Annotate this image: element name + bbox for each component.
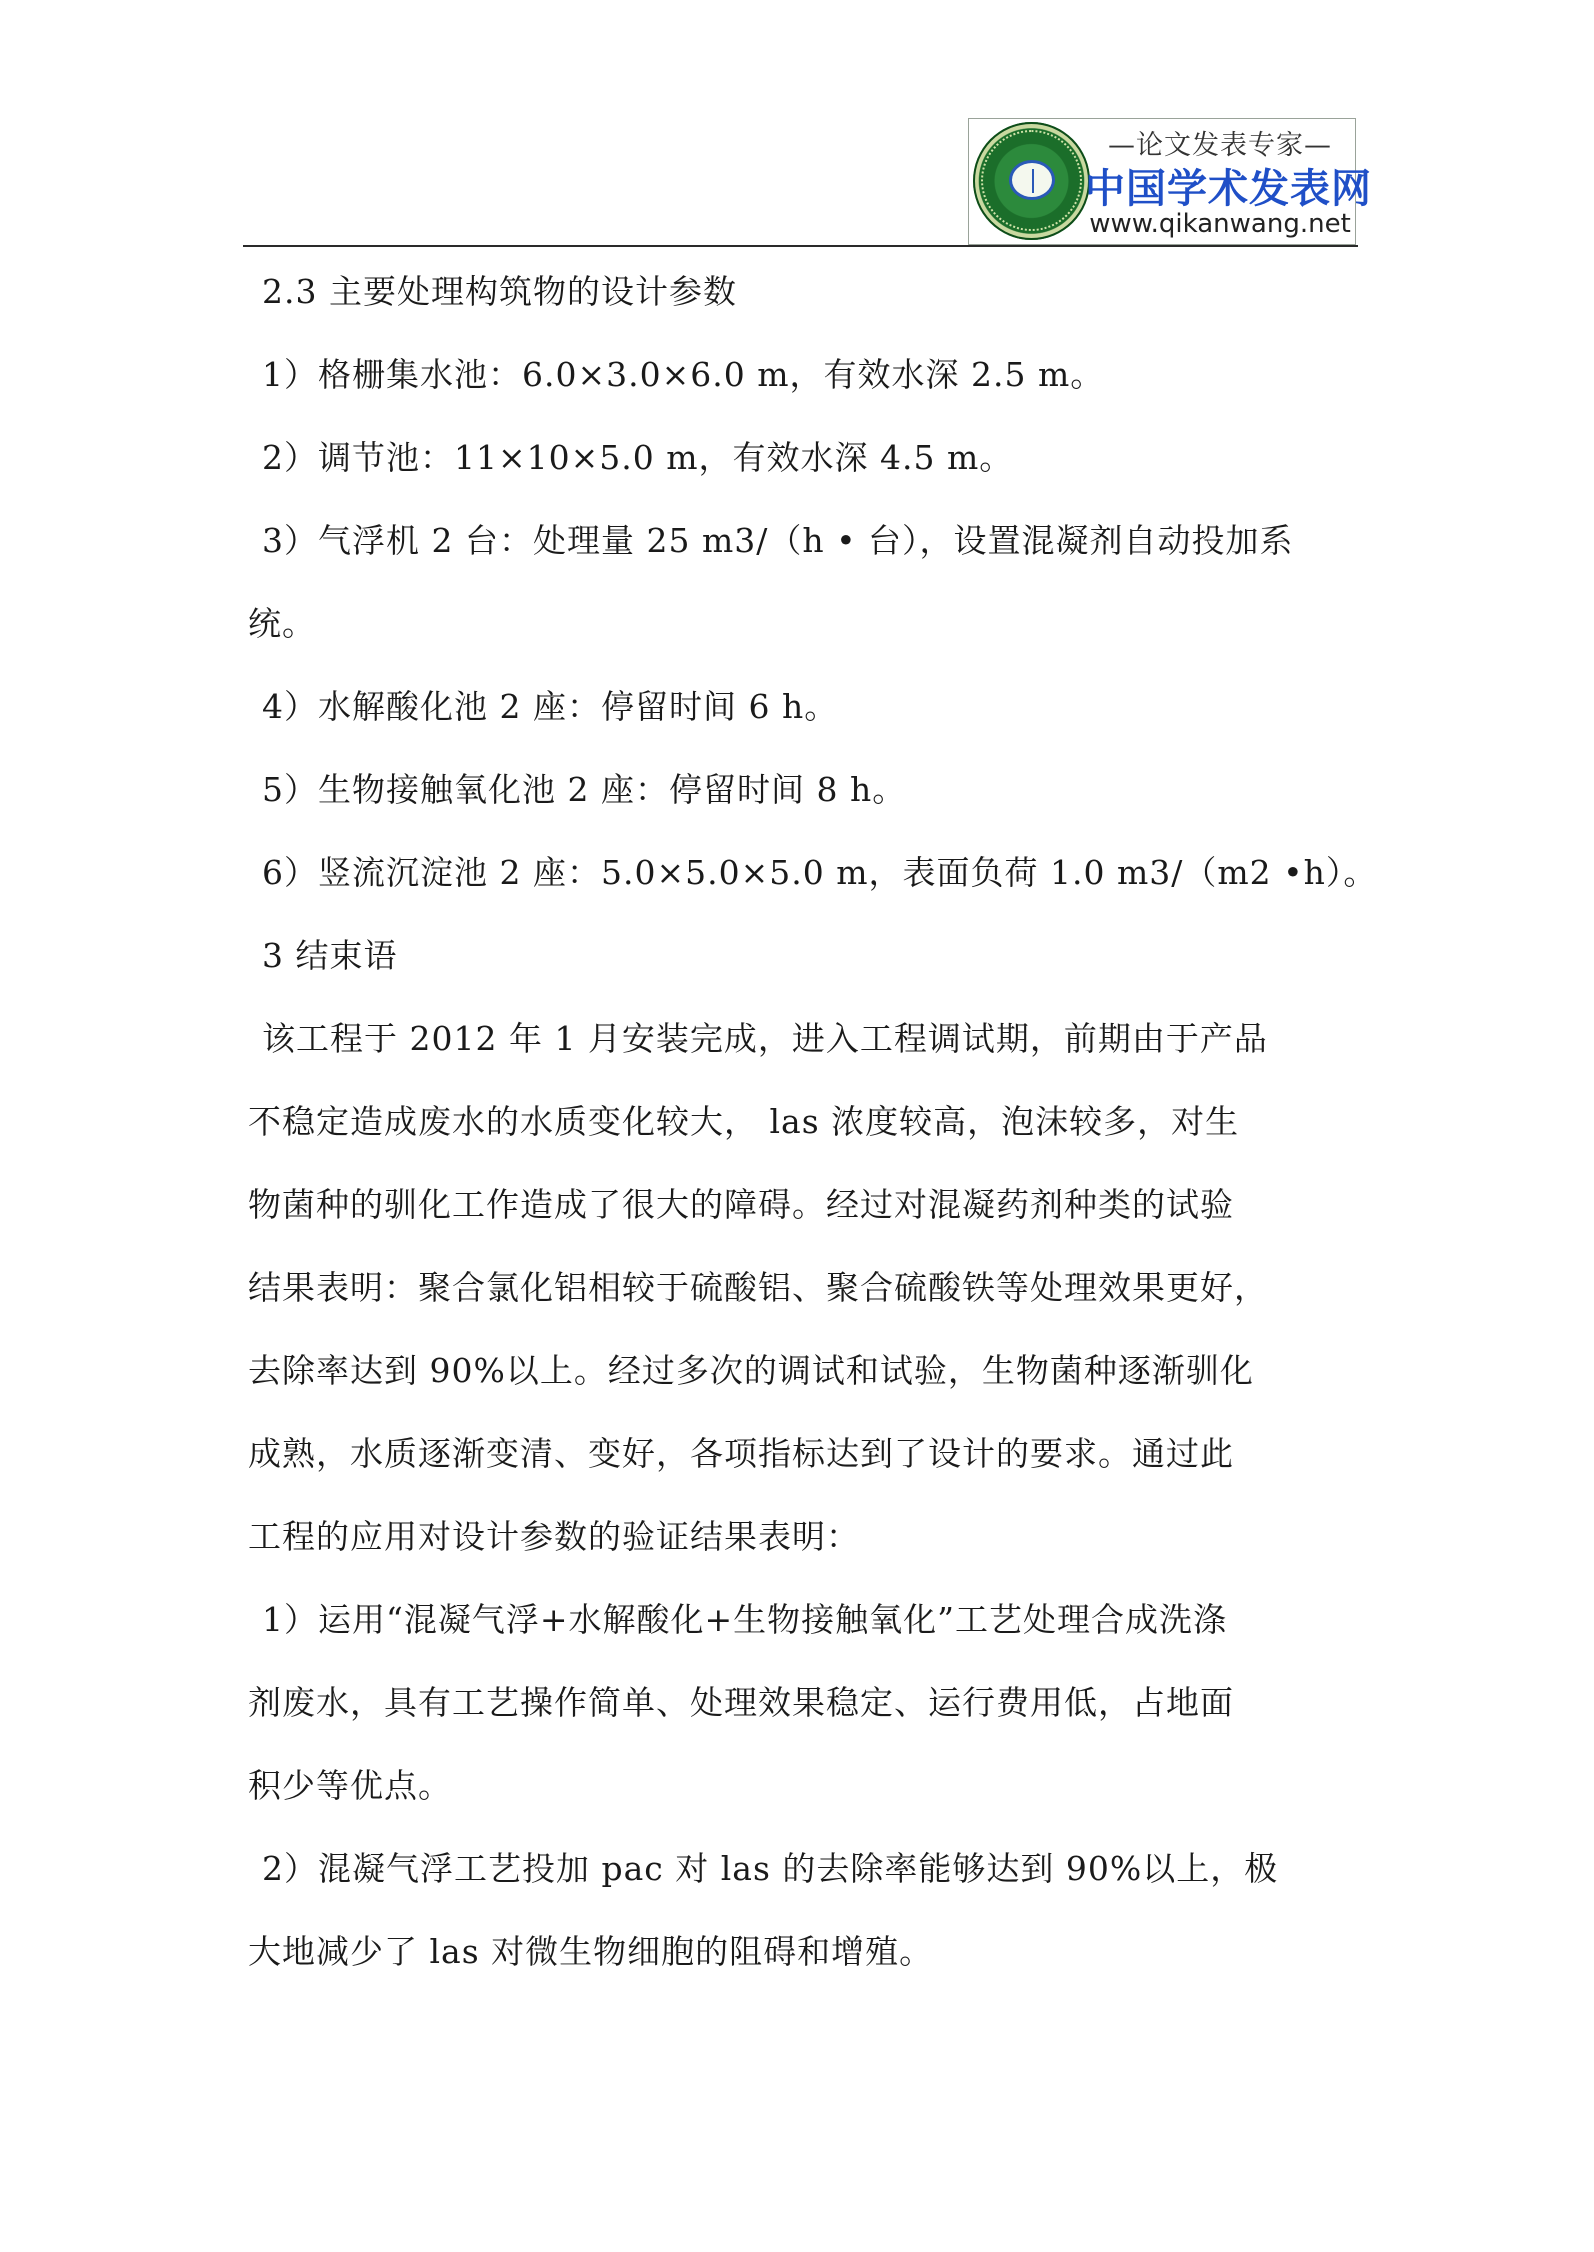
section-heading: 3 结束语: [262, 936, 398, 975]
text-line: 工程的应用对设计参数的验证结果表明：: [248, 1517, 860, 1556]
journal-logo: [968, 118, 1372, 245]
text-line: 6）竖流沉淀池 2 座：5.0×5.0×5.0 m，表面负荷 1.0 m3/（m2 •h）。: [262, 853, 1378, 892]
text-line: 5）生物接触氧化池 2 座：停留时间 8 h。: [262, 770, 907, 809]
text-line: 剂废水，具有工艺操作简单、处理效果稳定、运行费用低，占地面: [248, 1683, 1234, 1722]
text-line: 成熟，水质逐渐变清、变好，各项指标达到了设计的要求。通过此: [248, 1434, 1234, 1473]
seal-emblem-icon: [973, 122, 1090, 240]
text-line: 积少等优点。: [248, 1766, 452, 1805]
text-line: 3）气浮机 2 台：处理量 25 m3/（h • 台），设置混凝剂自动投加系: [262, 521, 1294, 560]
text-line: 结果表明：聚合氯化铝相较于硫酸铝、聚合硫酸铁等处理效果更好，: [248, 1268, 1268, 1307]
text-line: 物菌种的驯化工作造成了很大的障碍。经过对混凝药剂种类的试验: [248, 1185, 1234, 1224]
book-icon: [1009, 160, 1055, 200]
text-line: 该工程于 2012 年 1 月安装完成，进入工程调试期，前期由于产品: [262, 1019, 1268, 1058]
logo-title: 中国学术发表网: [1085, 166, 1372, 212]
text-line: 2）混凝气浮工艺投加 pac 对 las 的去除率能够达到 90%以上，极: [262, 1849, 1279, 1888]
text-line: 去除率达到 90%以上。经过多次的调试和试验，生物菌种逐渐驯化: [248, 1351, 1254, 1390]
text-line: 不稳定造成废水的水质变化较大， las 浓度较高，泡沫较多，对生: [248, 1102, 1240, 1141]
text-line: 大地减少了 las 对微生物细胞的阻碍和增殖。: [248, 1932, 934, 1971]
logo-url: www.qikanwang.net: [1089, 209, 1351, 239]
text-line: 4）水解酸化池 2 座：停留时间 6 h。: [262, 687, 839, 726]
section-heading: 2.3 主要处理构筑物的设计参数: [262, 272, 737, 311]
logo-slogan: —论文发表专家—: [1108, 130, 1332, 161]
header-rule: [243, 245, 1358, 247]
text-line: 统。: [248, 604, 316, 643]
text-line: 2）调节池：11×10×5.0 m，有效水深 4.5 m。: [262, 438, 1014, 477]
text-line: 1）格栅集水池：6.0×3.0×6.0 m，有效水深 2.5 m。: [262, 355, 1105, 394]
text-line: 1）运用“混凝气浮+水解酸化+生物接触氧化”工艺处理合成洗涤: [262, 1600, 1228, 1639]
